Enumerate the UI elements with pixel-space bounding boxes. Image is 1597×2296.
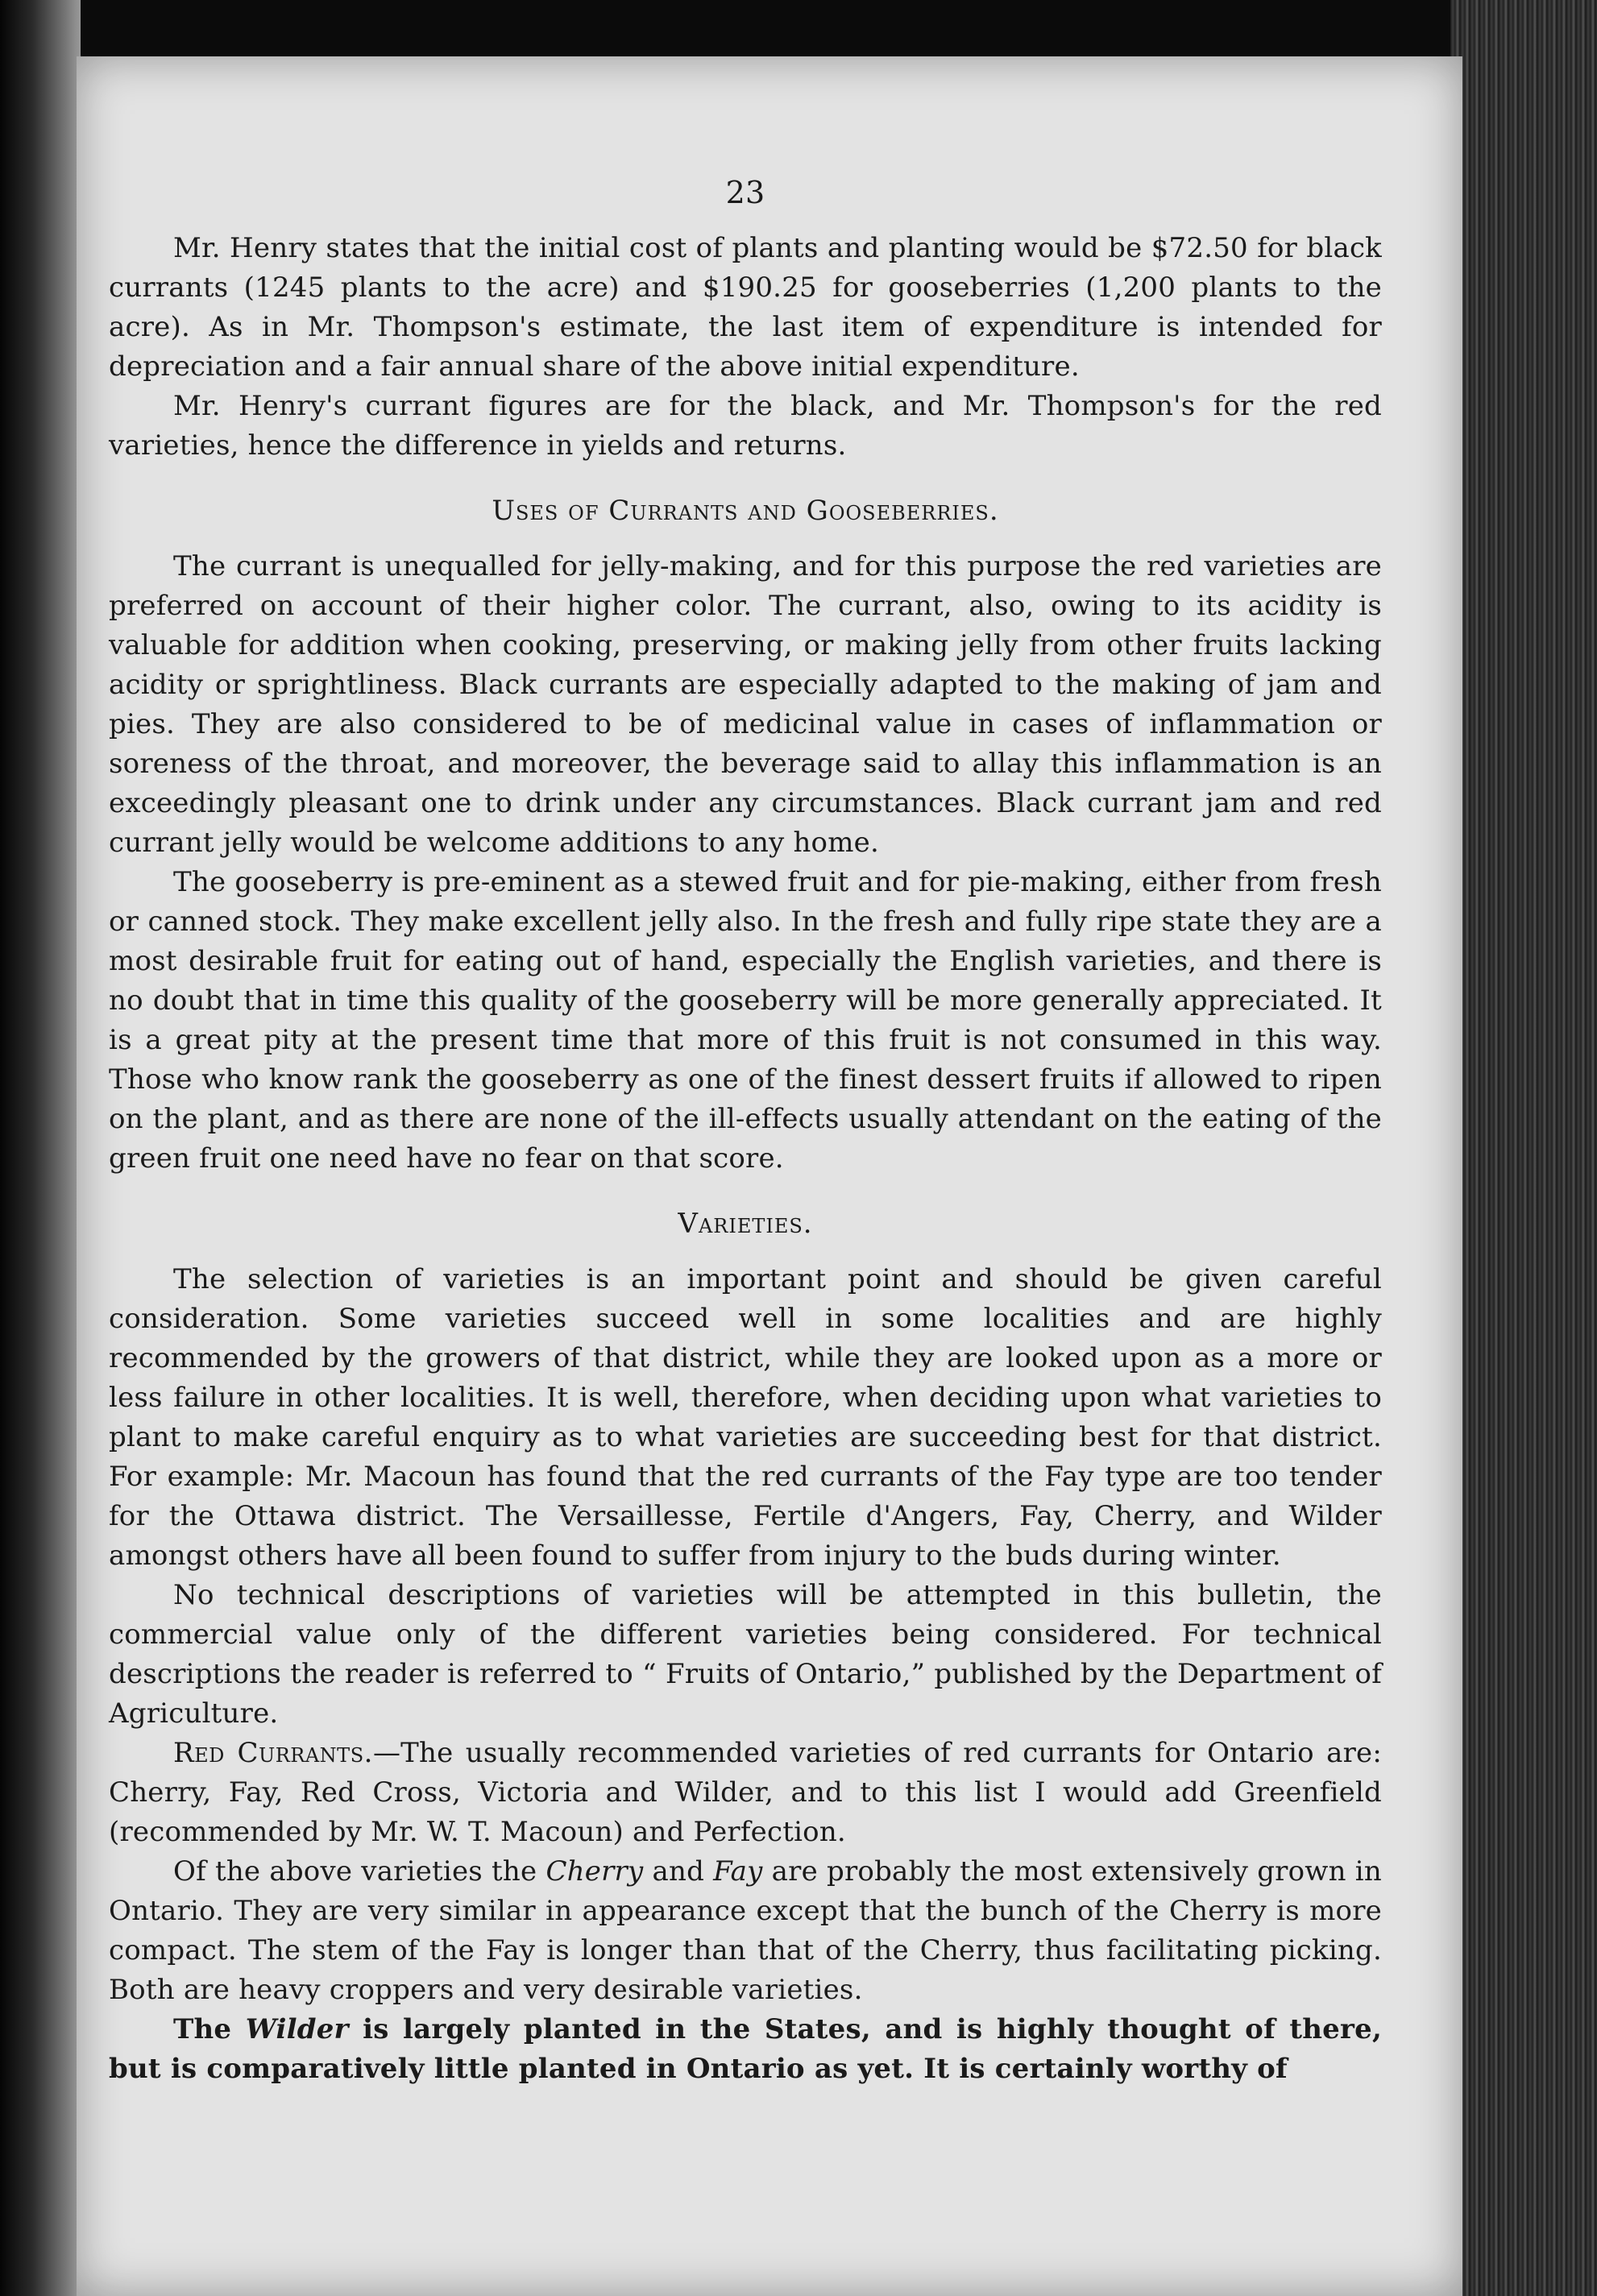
cherry-fay-text-a: Of the above varieties the (173, 1855, 546, 1888)
cherry-fay-text-b: are probably the most extensively grown in Ontario. They are very similar in appearance except that the bunch of the Cherry is more compact. The stem of the Fay is longer than that of the Cherry, thus facilitating picking. Both are heavy croppers and very desirable varieties. (109, 1855, 1382, 2006)
book-spine-edge (1450, 0, 1597, 2296)
wilder-text-a: The (173, 2013, 246, 2045)
variety-wilder: Wilder (245, 2013, 349, 2045)
paragraph-cherry-fay (109, 1852, 1382, 2010)
wilder-text-b: is largely planted in the States, and is highly thought of there, but is comparatively little planted in Ontario as yet. It is certainly worthy of (109, 2013, 1382, 2085)
red-currants-lead: Red Currants. (173, 1737, 373, 1769)
paragraph-henry-costs: Mr. Henry states that the initial cost of plants and planting would be $72.50 for black currants (1245 plants to the acre) and $190.25 for gooseberries (1,200 plants to the acre). As in Mr. Thompson's estimate, the last item of expenditure is intended for depreciation and a fair annual share of the above initial expenditure. (109, 232, 1382, 383)
document-page (77, 56, 1462, 2296)
red-currants-text: —The usually recommended varieties of red currants for Ontario are: Cherry, Fay, Red Cross, Victoria and Wilder, and to this list I would add Greenfield (recommended by Mr. W. T. Macoun) and Perfection. (109, 1737, 1383, 1848)
book-left-edge (0, 0, 81, 2296)
paragraph-technical-descriptions: No technical descriptions of varieties will be attempted in this bulletin, the commercial value only of the different varieties being considered. For technical descriptions the reader is referred to “ Fruits of Ontario,” published by the Department of Agriculture. (109, 1579, 1382, 1730)
paragraph-wilder (109, 2010, 1382, 2089)
cherry-fay-and: and (643, 1855, 714, 1888)
page-content (109, 173, 1382, 2089)
paragraph-currant-uses: The currant is unequalled for jelly-making, and for this purpose the red varieties are preferred on account of their higher color. The currant, also, owing to its acidity is valuable for addition when cooking, preserving, or making jelly from other fruits lacking acidity or sprightliness. Black currants are especially adapted to the making of jam and pies. They are also considered to be of medicinal value in cases of inflammation or soreness of the throat, and moreover, the beverage said to allay this inflammation is an exceedingly pleasant one to drink under any circumstances. Black currant jam and red currant jelly would be welcome additions to any home. (109, 550, 1382, 859)
paragraph-gooseberry-uses: The gooseberry is pre-eminent as a stewed fruit and for pie-making, either from fresh or canned stock. They make excellent jelly also. In the fresh and fully ripe state they are a most desirable fruit for eating out of hand, especially the English varieties, and there is no doubt that in time this quality of the gooseberry will be more generally appreciated. It is a great pity at the present time that more of this fruit is not consumed in this way. Those who know rank the gooseberry as one of the finest dessert fruits if allowed to ripen on the plant, and as there are none of the ill-effects usually attendant on the eating of the green fruit one need have no fear on that score. (109, 866, 1382, 1175)
paragraph-henry-figures: Mr. Henry's currant figures are for the black, and Mr. Thompson's for the red varieties, hence the difference in yields and returns. (109, 390, 1382, 462)
section-heading-uses: Uses of Currants and Gooseberries. (492, 495, 999, 527)
variety-fay: Fay (713, 1855, 763, 1888)
paragraph-variety-selection: The selection of varieties is an important point and should be given careful consideration. Some varieties succeed well in some localities and are highly recommended by the growers of that district, while they are looked upon as a more or less failure in other localities. It is well, therefore, when deciding upon what varieties to plant to make careful enquiry as to what varieties are succeeding best for that district. For example: Mr. Macoun has found that the red currants of the Fay type are too tender for the Ottawa district. The Versaillesse, Fertile d'Angers, Fay, Cherry, and Wilder amongst others have all been found to suffer from injury to the buds during winter. (109, 1263, 1382, 1572)
variety-cherry: Cherry (545, 1855, 644, 1888)
paragraph-red-currants (109, 1734, 1382, 1852)
page-number: 23 (725, 175, 765, 210)
section-heading-varieties: Varieties. (678, 1208, 813, 1240)
